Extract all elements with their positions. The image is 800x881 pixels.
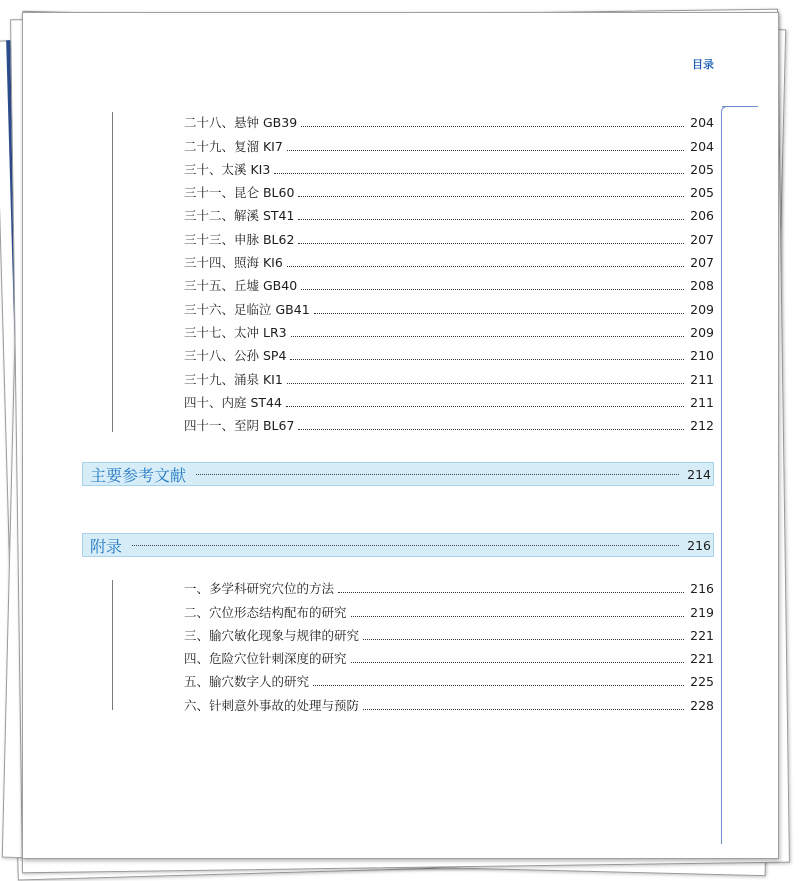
section-title: 附录 — [90, 536, 123, 556]
entry-title: 四、危险穴位针刺深度的研究 — [184, 651, 347, 667]
toc-entry[interactable] — [184, 201, 714, 224]
entry-title: 四十一、至阴 BL67 — [184, 418, 295, 434]
leader-dots — [287, 382, 684, 384]
leader-dots — [301, 125, 684, 127]
leader-dots — [298, 195, 684, 197]
entry-page: 205 — [690, 161, 714, 177]
entry-title: 五、腧穴数字人的研究 — [184, 674, 310, 690]
entry-title: 三十、太溪 KI3 — [184, 161, 271, 177]
entry-page: 207 — [690, 255, 714, 271]
toc-entry[interactable] — [184, 574, 714, 597]
running-head: 目录 — [692, 58, 714, 71]
leader-dots — [287, 149, 684, 151]
leader-dots — [298, 218, 684, 220]
toc-list-acupoints — [184, 108, 714, 434]
entry-page: 204 — [690, 138, 714, 154]
entry-title: 二十九、复溜 KI7 — [184, 138, 283, 154]
leader-dots — [298, 242, 684, 244]
leader-dots — [363, 638, 684, 640]
entry-title: 三十九、涌泉 KI1 — [184, 371, 283, 387]
entry-page: 206 — [690, 208, 714, 224]
entry-group-rule — [112, 580, 113, 710]
toc-entry[interactable] — [184, 131, 714, 154]
toc-entry[interactable] — [184, 667, 714, 690]
toc-entry[interactable] — [184, 411, 714, 434]
entry-title: 三十四、照海 KI6 — [184, 255, 283, 271]
toc-entry[interactable] — [184, 294, 714, 317]
section-page: 214 — [687, 466, 711, 482]
toc-entry[interactable] — [184, 621, 714, 644]
leader-dots — [196, 473, 679, 475]
toc-entry[interactable] — [184, 248, 714, 271]
section-title: 主要参考文献 — [90, 465, 187, 485]
entry-title: 六、针刺意外事故的处理与预防 — [184, 697, 360, 713]
entry-page: 208 — [690, 278, 714, 294]
entry-title: 二十八、悬钟 GB39 — [184, 115, 298, 131]
entry-title: 一、多学科研究穴位的方法 — [184, 581, 335, 597]
toc-entry[interactable] — [184, 155, 714, 178]
toc-list-appendix — [184, 574, 714, 714]
entry-page: 221 — [690, 651, 714, 667]
entry-page: 210 — [690, 348, 714, 364]
margin-rule — [722, 106, 758, 107]
entry-page: 212 — [690, 418, 714, 434]
entry-title: 三十六、足临泣 GB41 — [184, 301, 310, 317]
leader-dots — [298, 428, 684, 430]
entry-page: 207 — [690, 231, 714, 247]
entry-page: 211 — [690, 371, 714, 387]
toc-entry[interactable] — [184, 178, 714, 201]
leader-dots — [301, 288, 684, 290]
toc-entry[interactable] — [184, 108, 714, 131]
entry-page: 225 — [690, 674, 714, 690]
entry-group-rule — [112, 112, 113, 432]
margin-rule — [721, 112, 722, 844]
leader-dots — [338, 591, 684, 593]
entry-title: 三十三、申脉 BL62 — [184, 231, 295, 247]
entry-title: 三十一、昆仑 BL60 — [184, 185, 295, 201]
entry-page: 209 — [690, 324, 714, 340]
leader-dots — [351, 615, 684, 617]
toc-entry[interactable] — [184, 271, 714, 294]
leader-dots — [286, 405, 684, 407]
entry-page: 205 — [690, 185, 714, 201]
leader-dots — [351, 661, 684, 663]
entry-title: 二、穴位形态结构配布的研究 — [184, 604, 347, 620]
toc-entry[interactable] — [184, 388, 714, 411]
toc-entry[interactable] — [184, 597, 714, 620]
leader-dots — [363, 708, 684, 710]
entry-title: 三十八、公孙 SP4 — [184, 348, 287, 364]
entry-page: 219 — [690, 604, 714, 620]
leader-dots — [290, 358, 684, 360]
toc-entry[interactable] — [184, 644, 714, 667]
toc-entry[interactable] — [184, 318, 714, 341]
entry-title: 三、腧穴敏化现象与规律的研究 — [184, 627, 360, 643]
leader-dots — [313, 684, 684, 686]
leader-dots — [291, 335, 684, 337]
entry-title: 三十二、解溪 ST41 — [184, 208, 295, 224]
leader-dots — [314, 312, 684, 314]
entry-title: 三十七、太冲 LR3 — [184, 324, 287, 340]
entry-page: 209 — [690, 301, 714, 317]
entry-title: 四十、内庭 ST44 — [184, 394, 282, 410]
entry-page: 221 — [690, 627, 714, 643]
entry-title: 三十五、丘墟 GB40 — [184, 278, 298, 294]
margin-rule — [721, 106, 728, 115]
toc-entry[interactable] — [184, 364, 714, 387]
section-heading-appendix[interactable] — [82, 533, 714, 557]
section-heading-references[interactable] — [82, 462, 714, 486]
entry-page: 211 — [690, 394, 714, 410]
leader-dots — [132, 544, 679, 546]
toc-entry[interactable] — [184, 224, 714, 247]
entry-page: 216 — [690, 581, 714, 597]
leader-dots — [274, 172, 684, 174]
toc-entry[interactable] — [184, 690, 714, 713]
entry-page: 228 — [690, 697, 714, 713]
entry-page: 204 — [690, 115, 714, 131]
toc-entry[interactable] — [184, 341, 714, 364]
section-page: 216 — [687, 537, 711, 553]
leader-dots — [287, 265, 684, 267]
